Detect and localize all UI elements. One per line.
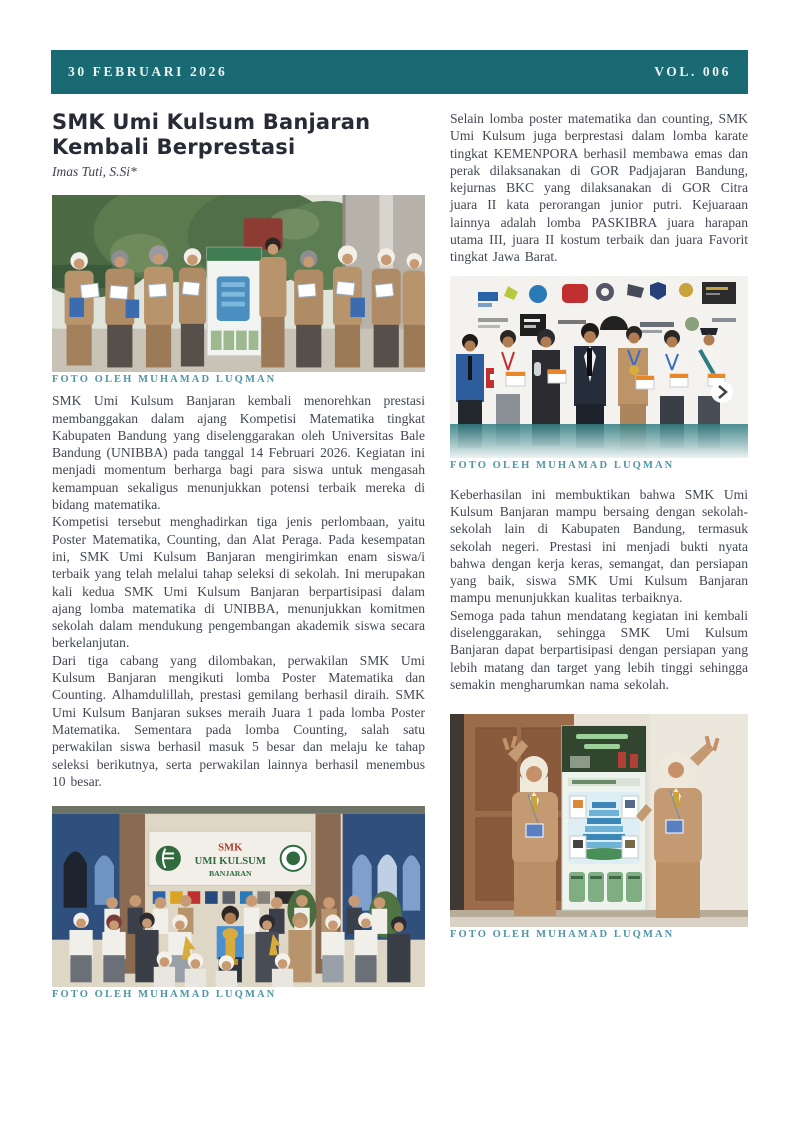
chevron-right-icon	[711, 381, 733, 403]
paragraph: SMK Umi Kulsum Banjaran kembali menorehkan prestasi membanggakan dalam ajang Kompetisi Matematika tingkat Kabupaten Bandung yang diselenggarakan oleh Universitas Bale Bandung (UNIBBA) pada tanggal 14 Februari 2026. Kegiatan ini menjadi momentum berharga bagi para siswa untuk mengasah kemampuan sekaligus menunjukkan potensi terbaik mereka di bidang matematika.	[52, 393, 425, 513]
door-frame-dark	[450, 714, 464, 927]
issue-header	[51, 50, 748, 94]
sign-text-smk: SMK	[218, 842, 243, 854]
floor	[450, 917, 748, 927]
right-column	[450, 110, 748, 940]
sign-text-umikulsum: UMI KULSUM	[194, 856, 266, 868]
photo-two-students-banner-image	[450, 714, 748, 927]
article-title-line2: Kembali Berprestasi	[52, 135, 296, 159]
photo-caption: FOTO OLEH MUHAMAD LUQMAN	[450, 459, 675, 471]
photo-two-students-poster-banner	[450, 714, 748, 940]
rollup-banner	[207, 247, 261, 356]
issue-volume: VOL. 006	[654, 64, 731, 79]
issue-date: 30 FEBRUARI 2026	[68, 64, 228, 79]
paragraph: Selain lomba poster matematika dan counting, SMK Umi Kulsum juga berprestasi dalam lomba karate tingkat KEMENPORA berhasil membawa emas dan perak dilaksanakan di GOR Padjajaran Bandung, kejurnas BKC yang dilaksanakan di GOR Citra juara II kata perorangan junior putri. Kejuaraan lainnya adalah lomba PASKIBRA juara harapan utama III, juara II kostum terbaik dan juara Favorit tingkat Jawa Barat.	[450, 111, 748, 265]
photo-caption: FOTO OLEH MUHAMAD LUQMAN	[450, 929, 675, 941]
photo-school-group-trophies-image	[52, 806, 425, 987]
photo-caption: FOTO OLEH MUHAMAD LUQMAN	[52, 989, 277, 1001]
article-byline: Imas Tuti, S.Si*	[52, 164, 137, 179]
paragraph: Semoga pada tahun mendatang kegiatan ini kembali diselenggarakan, sehingga SMK Umi Kulsum Banjaran dapat berpartisipasi dengan persiapan yang lebih matang dan target yang lebih tinggi sehingga semakin mengharumkan nama sekolah.	[450, 607, 748, 692]
paragraph: Dari tiga cabang yang dilombakan, perwakilan SMK Umi Kulsum Banjaran mengikuti lomba Poster Matematika dan Counting. Alhamdulillah, prestasi gemilang berhasil diraih. SMK Umi Kulsum Banjaran sukses meraih Juara 1 pada lomba Poster Matematika. Sementara pada lomba Counting, salah satu perwakilan siswa berhasil masuk 5 besar dan melaju ke tahap seleksi berikutnya, serta perwakilan lainnya berhasil menembus 10 besar.	[52, 652, 425, 789]
school-signboard	[149, 831, 312, 885]
floor-teal	[450, 424, 748, 458]
photo-caption: FOTO OLEH MUHAMAD LUQMAN	[52, 374, 277, 386]
article-title	[52, 110, 425, 160]
paragraph: Kompetisi tersebut menghadirkan tiga jenis perlombaan, yaitu Poster Matematika, Counting, dan Alat Peraga. Pada kesempatan ini, SMK Umi Kulsum Banjaran mengirimkan enam siswa/i terbaik yang telah melalui tahap seleksi di sekolah. Ini merupakan kali kedua SMK Umi Kulsum Banjaran berpartisipasi dalam ajang lomba matematika di UNIBBA, menunjukkan komitmen sekolah dalam mendukung pengembangan akademik siswa secara berkelanjutan.	[52, 514, 425, 651]
photo-students-certificates-outdoor	[52, 195, 425, 385]
photo-students-certificates-outdoor-image	[52, 195, 425, 372]
poster-banner	[562, 726, 646, 910]
paragraph: Keberhasilan ini membuktikan bahwa SMK Umi Kulsum Banjaran mampu bersaing dengan sekolah-sekolah lain di Kabupaten Bandung, termasuk sekolah negeri. Prestasi ini menjadi bukti nyata bahwa dengan kerja keras, semangat, dan persiapan yang baik, siswa SMK Umi Kulsum Banjaran mampu menunjukkan kualitas terbaiknya.	[450, 486, 748, 606]
left-column	[52, 110, 425, 1000]
photo-award-ceremony-sponsor-wall	[450, 276, 748, 471]
photo-school-group-trophies	[52, 806, 425, 1000]
article-title-line1: SMK Umi Kulsum Banjaran	[52, 110, 371, 134]
photo-award-ceremony-image	[450, 276, 748, 458]
sign-text-banjaran: BANJARAN	[208, 868, 252, 878]
skirting	[450, 910, 748, 917]
